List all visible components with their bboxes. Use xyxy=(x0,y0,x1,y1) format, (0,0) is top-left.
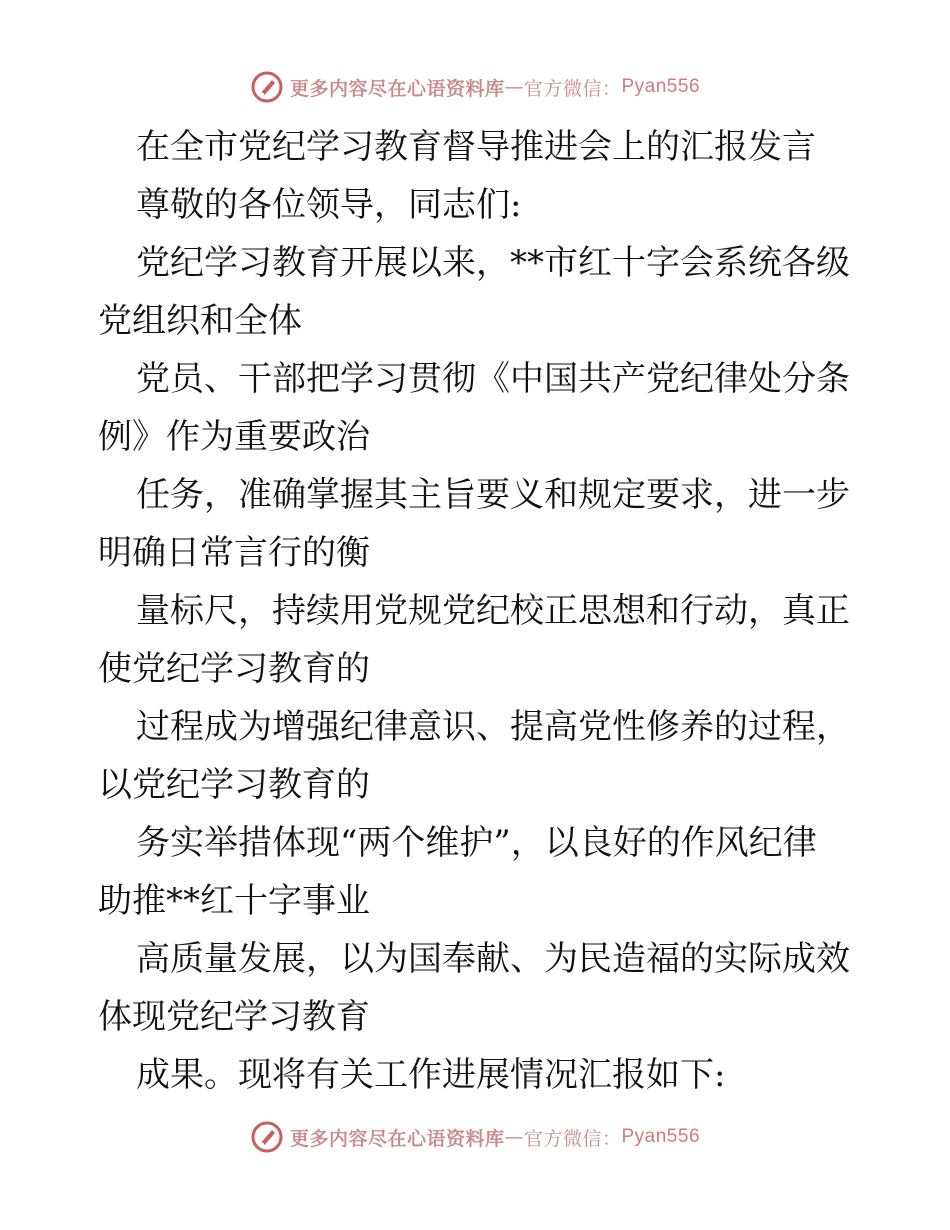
watermark-wechat-id: Pyan556 xyxy=(621,1126,701,1147)
body-line: 助推**红十字事业 xyxy=(98,881,370,921)
watermark-main-text: 更多内容尽在心语资料库 xyxy=(289,1127,505,1150)
document-salutation: 尊敬的各位领导，同志们: xyxy=(136,185,522,225)
body-line: 量标尺，持续用党规党纪校正思想和行动，真正 xyxy=(136,591,850,631)
body-line: 明确日常言行的衡 xyxy=(98,533,370,573)
document-body xyxy=(0,118,950,1104)
watermark-wechat-label: 官方微信： xyxy=(523,77,622,100)
body-line: 党纪学习教育开展以来，**市红十字会系统各级 xyxy=(136,243,850,283)
watermark-wechat-id: Pyan556 xyxy=(621,76,701,97)
body-line: 高质量发展，以为国奉献、为民造福的实际成效 xyxy=(136,939,850,979)
pen-nib-circle-icon xyxy=(250,70,284,104)
body-line: 任务，准确掌握其主旨要义和规定要求，进一步 xyxy=(136,475,850,515)
body-line: 以党纪学习教育的 xyxy=(98,765,370,805)
watermark-main-text: 更多内容尽在心语资料库 xyxy=(289,77,505,100)
body-line: 例》作为重要政治 xyxy=(98,417,370,457)
body-line: 党员、干部把学习贯彻《中国共产党纪律处分条 xyxy=(136,359,850,399)
body-line: 使党纪学习教育的 xyxy=(98,649,370,689)
body-line: 体现党纪学习教育 xyxy=(98,997,370,1037)
watermark-separator: — xyxy=(504,1126,524,1148)
body-line: 党组织和全体 xyxy=(98,301,302,341)
body-line: 务实举措体现“两个维护”，以良好的作风纪律 xyxy=(136,823,817,863)
watermark-separator: — xyxy=(504,76,524,98)
document-title: 在全市党纪学习教育督导推进会上的汇报发言 xyxy=(136,127,816,167)
pen-nib-circle-icon xyxy=(250,1120,284,1154)
body-line: 成果。现将有关工作进展情况汇报如下: xyxy=(136,1055,726,1095)
footer-watermark xyxy=(0,1120,950,1154)
header-watermark xyxy=(0,70,950,104)
body-line: 过程成为增强纪律意识、提高党性修养的过程， xyxy=(136,707,850,747)
watermark-wechat-label: 官方微信： xyxy=(523,1127,622,1150)
